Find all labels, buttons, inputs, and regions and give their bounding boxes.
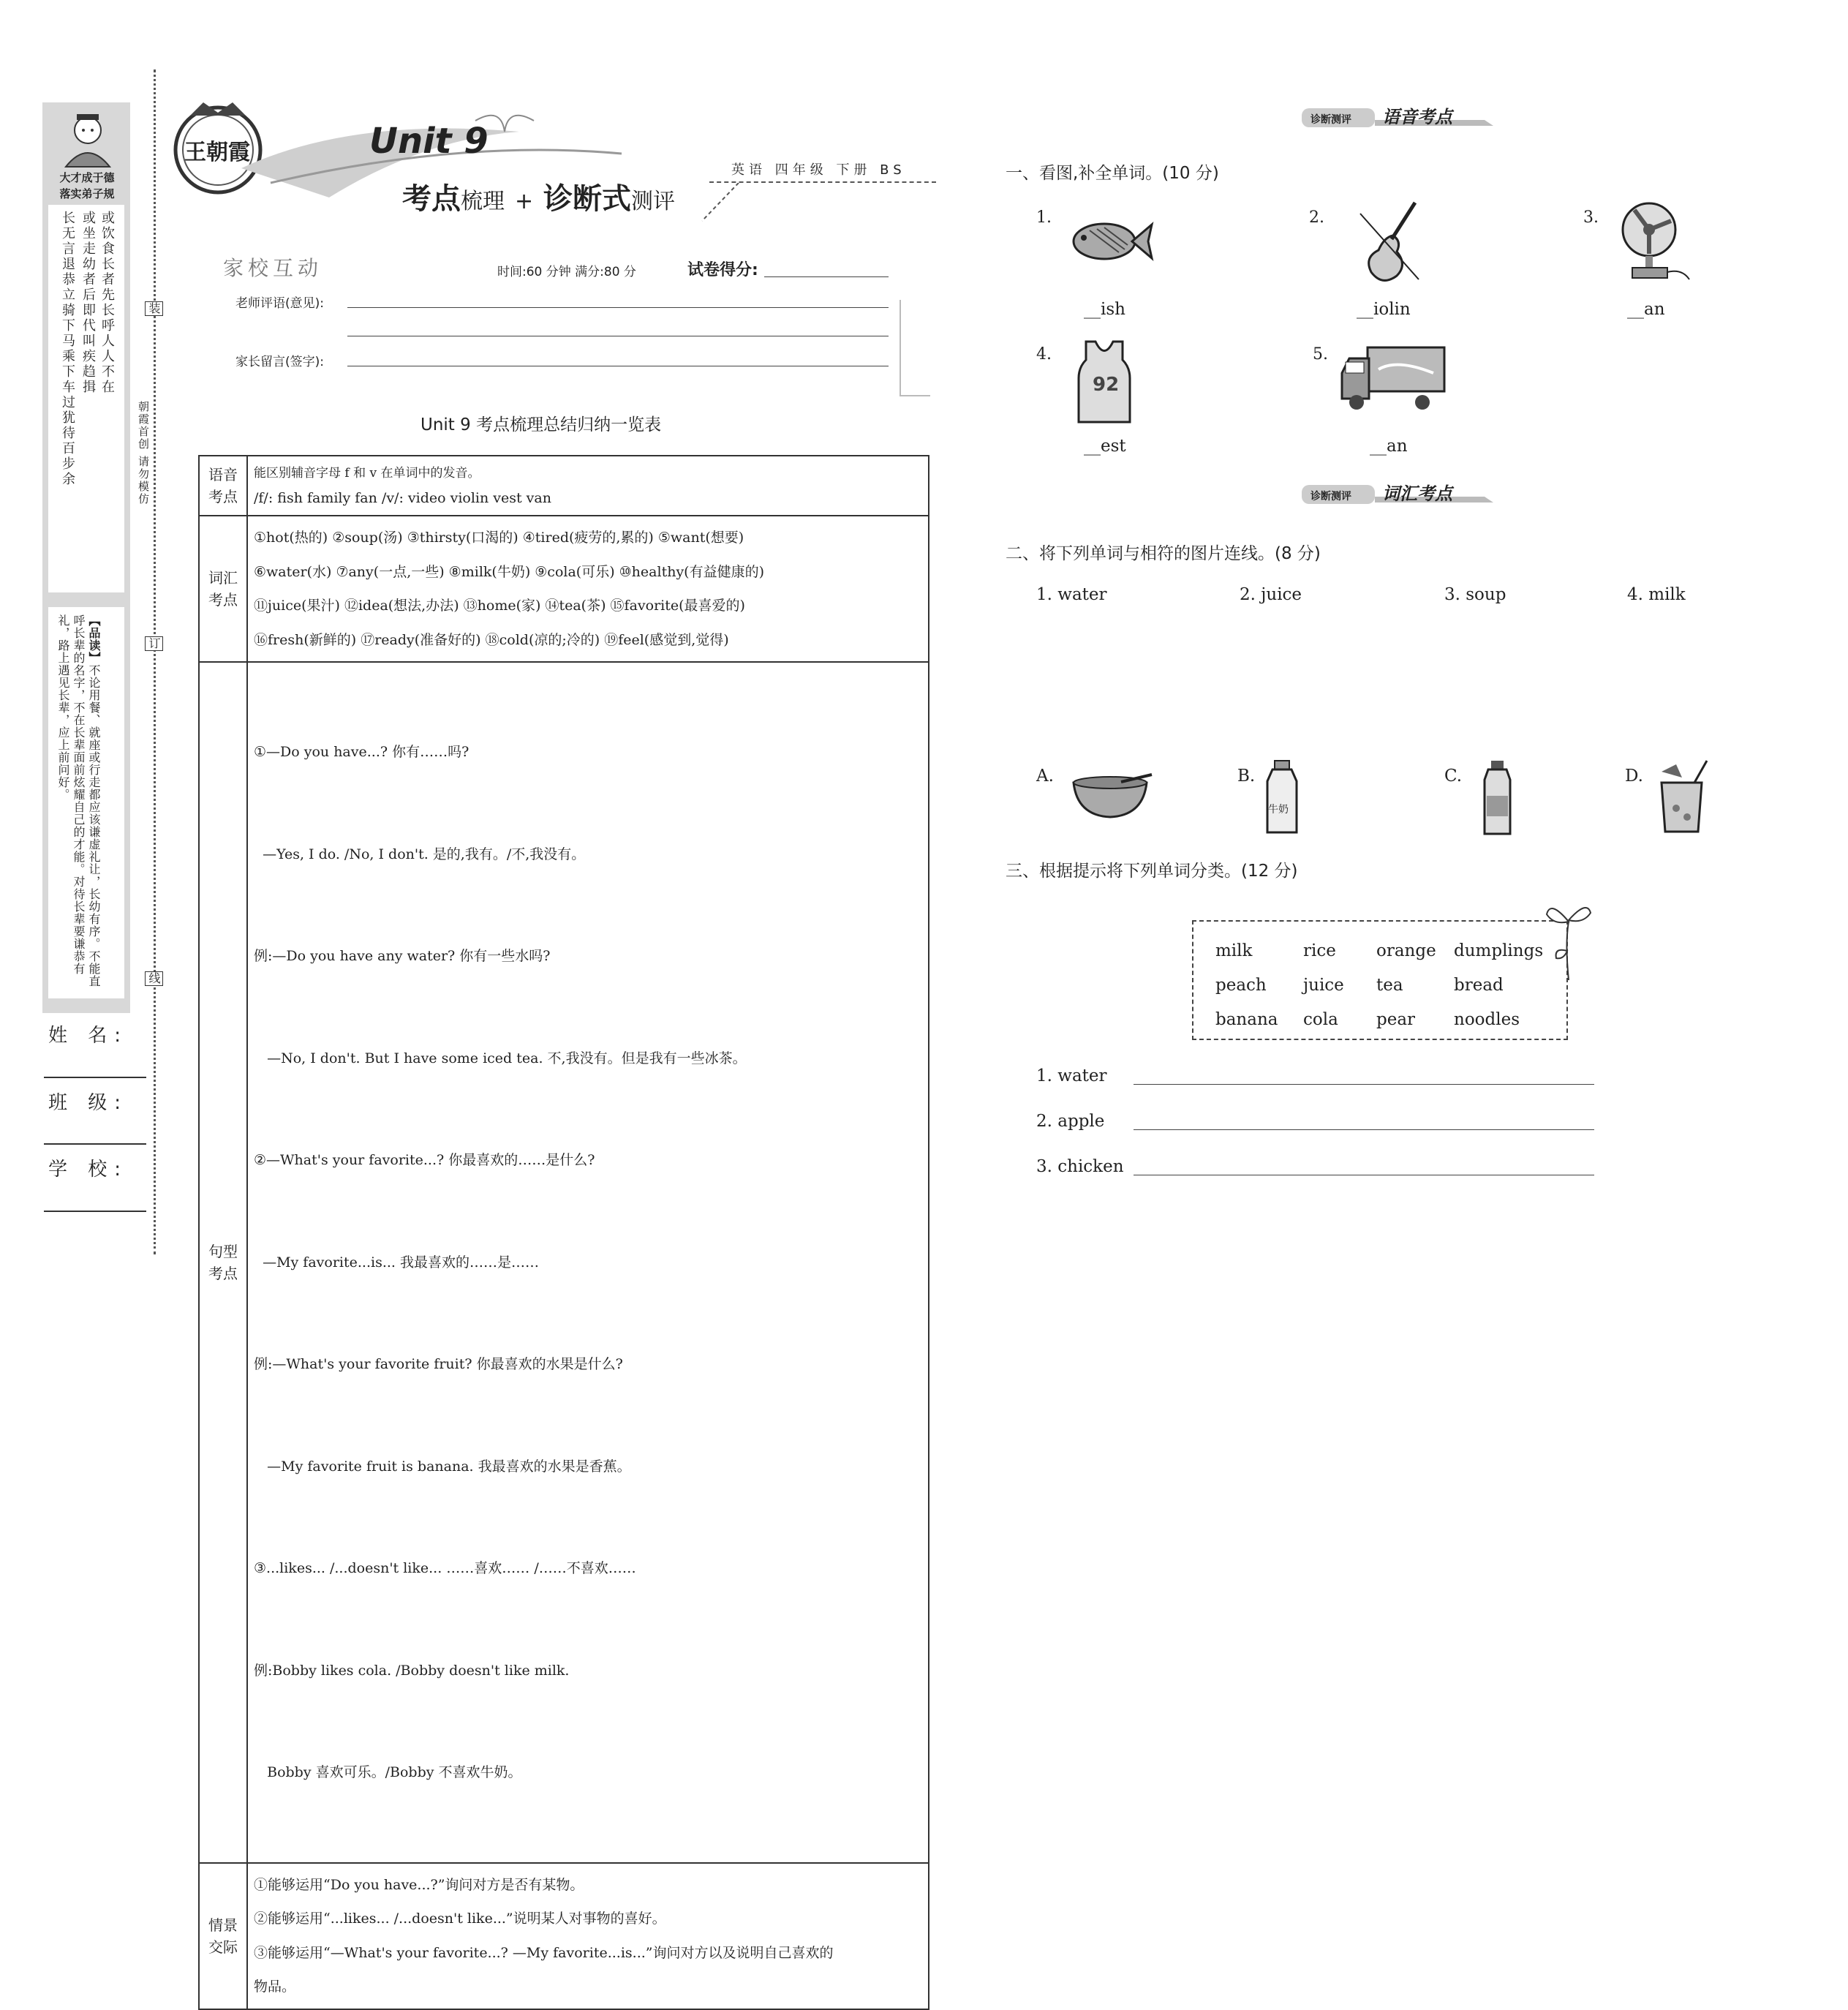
fold-mark-2: 订 [145, 636, 163, 651]
question-1-title: 一、看图,补全单词。(10 分) [1006, 164, 1219, 183]
word-bank-word: rice [1303, 941, 1336, 960]
q1-blank[interactable]: __est [1084, 437, 1126, 456]
q1-blank[interactable]: __an [1370, 437, 1408, 456]
vest-icon [1075, 338, 1134, 429]
class-field[interactable] [44, 1143, 146, 1145]
q2-word[interactable]: 4. milk [1627, 585, 1686, 604]
strip-motto [47, 170, 127, 202]
copyright-note: 朝霞首创 请勿模仿 [137, 401, 150, 505]
situational-line: 物品。 [254, 1979, 296, 1995]
question-2-title: 二、将下列单词与相符的图片连线。(8 分) [1006, 544, 1321, 563]
dizigui-block-mid: 或坐走幼者后即代叫疾趋揖 [80, 211, 96, 395]
q2-pic-label: D. [1625, 767, 1643, 786]
reading-label: 【品读】 [87, 614, 101, 664]
row-body-phonics [247, 456, 929, 516]
row-body-vocab [247, 516, 929, 662]
q1-number: 1. [1036, 208, 1052, 227]
school-field[interactable] [44, 1211, 146, 1212]
page-subtitle: 考点梳理 + 诊断式测评 [402, 182, 676, 216]
row-body-sentences [247, 662, 929, 1863]
table-row-phonics [199, 456, 929, 516]
tag-small-label: 诊断测评 [1310, 491, 1351, 502]
situational-line: ①能够运用“Do you have...?”询问对方是否有某物。 [254, 1876, 584, 1893]
tag-small-label: 诊断测评 [1310, 114, 1351, 126]
q2-word[interactable]: 1. water [1036, 585, 1107, 604]
word-bank-word: noodles [1454, 1010, 1520, 1029]
q3-prompt: 1. water [1036, 1066, 1107, 1085]
sentence-line: —Yes, I do. /No, I don't. 是的,我有。/不,我没有。 [254, 846, 586, 862]
name-field[interactable] [44, 1077, 146, 1078]
row-head-sentences: 句型 考点 [199, 662, 247, 1863]
leaf-decoration [1543, 900, 1594, 983]
q1-number: 4. [1036, 345, 1052, 364]
tag-title: 语音考点 [1382, 107, 1452, 127]
score-field[interactable] [764, 276, 889, 277]
sentence-line: Bobby 喜欢可乐。/Bobby 不喜欢牛奶。 [254, 1764, 522, 1780]
van-icon [1338, 344, 1448, 416]
class-label: 班 级: [48, 1092, 129, 1114]
strip-mascot [55, 110, 121, 168]
sentence-line: —My favorite...is... 我最喜欢的……是…… [254, 1254, 539, 1271]
summary-table-title: Unit 9 考点梳理总结归纳一览表 [420, 415, 662, 434]
table-row-vocab [199, 516, 929, 662]
milk-label: 牛奶 [1268, 804, 1289, 816]
sentence-line: ①—Do you have...? 你有……吗? [254, 744, 469, 760]
fold-dotted-line [154, 69, 156, 1254]
word-bank-word: milk [1215, 941, 1253, 960]
q2-pic-label: B. [1237, 767, 1256, 786]
q2-pic-label: C. [1444, 767, 1463, 786]
q3-answer-line[interactable] [1134, 1129, 1594, 1130]
q3-prompt: 3. chicken [1036, 1157, 1124, 1176]
row-head-situational: 情景 交际 [199, 1863, 247, 2009]
sentence-line: —My favorite fruit is banana. 我最喜欢的水果是香蕉。 [254, 1458, 631, 1475]
section-tag-phonics [1302, 102, 1499, 132]
table-row-sentences [199, 662, 929, 1863]
section-tag-vocab [1302, 479, 1499, 508]
motto-line-1: 大才成于德 [59, 171, 115, 184]
vocab-line: ①hot(热的) ②soup(汤) ③thirsty(口渴的) ④tired(疲劳的,累的) ⑤want(想要) [254, 530, 744, 546]
row-body-situational [247, 1863, 929, 2009]
teacher-comment-label: 老师评语(意见): [235, 296, 324, 311]
brand-logo-text: 王朝霞 [184, 140, 250, 165]
q1-blank[interactable]: __ish [1084, 300, 1125, 319]
dizigui-block-left: 长无言退恭立骑下马乘下车过犹待百步余 [60, 211, 75, 487]
tag-title: 词汇考点 [1382, 483, 1452, 504]
q3-prompt: 2. apple [1036, 1112, 1105, 1131]
word-bank-word: bread [1454, 976, 1504, 995]
row-head-phonics: 语音 考点 [199, 456, 247, 516]
word-bank-word: peach [1215, 976, 1267, 995]
q1-number: 2. [1309, 208, 1324, 227]
fold-mark-1: 装 [145, 301, 163, 316]
time-info: 时间:60 分钟 满分:80 分 [497, 265, 636, 279]
q1-blank[interactable]: __an [1627, 300, 1665, 319]
fish-icon [1068, 216, 1155, 270]
teacher-comment-field[interactable] [347, 307, 889, 308]
svg-text:92: 92 [1093, 374, 1120, 396]
phonics-desc: 能区别辅音字母 f 和 v 在单词中的发音。 [254, 466, 480, 481]
word-bank [1215, 934, 1543, 1037]
home-school-tag: 家校互动 [223, 256, 323, 280]
sentence-line: ②—What's your favorite...? 你最喜欢的……是什么? [254, 1152, 595, 1168]
q1-number: 3. [1583, 208, 1599, 227]
word-bank-word: juice [1303, 976, 1344, 995]
summary-table [198, 455, 929, 2010]
word-bank-word: tea [1376, 976, 1403, 995]
sentence-line: —No, I don't. But I have some iced tea. 不,我没有。但是我有一些冰茶。 [254, 1050, 747, 1066]
q2-pic-label: A. [1036, 767, 1054, 786]
juice-glass-icon[interactable] [1654, 757, 1713, 837]
milk-bottle-icon[interactable] [1264, 759, 1300, 839]
reading-body: 不论用餐、就座或行走都应该谦虚礼让，长幼有序。不能直呼长辈的名字，不在长辈面前炫耀自己的才能。对待长辈要谦恭有礼，路上遇见长辈，应上前问好。 [56, 614, 101, 987]
sentence-line: ③...likes... /...doesn't like... ……喜欢…… /……不喜欢…… [254, 1560, 636, 1576]
violin-icon [1357, 199, 1422, 290]
meta-dashed-line [709, 181, 936, 183]
meta-slant-line [698, 183, 742, 223]
situational-line: ②能够运用“...likes... /...doesn't like...”说明某人对事物的喜好。 [254, 1911, 666, 1927]
word-bank-word: banana [1215, 1010, 1278, 1029]
score-label: 试卷得分: [687, 261, 758, 279]
question-3-title: 三、根据提示将下列单词分类。(12 分) [1006, 862, 1298, 881]
fold-mark-3: 线 [145, 971, 163, 986]
q1-number: 5. [1313, 345, 1328, 364]
fan-icon [1616, 199, 1693, 286]
table-row-situational [199, 1863, 929, 2009]
water-bottle-icon[interactable] [1481, 759, 1514, 839]
frame-corner-decoration [900, 300, 930, 396]
vocab-line: ⑥water(水) ⑦any(一点,一些) ⑧milk(牛奶) ⑨cola(可乐) ⑩healthy(有益健康的) [254, 563, 765, 580]
q2-word[interactable]: 3. soup [1444, 585, 1506, 604]
q3-answer-line[interactable] [1134, 1084, 1594, 1085]
word-bank-word: dumplings [1454, 941, 1544, 960]
sentence-line: 例:—What's your favorite fruit? 你最喜欢的水果是什么? [254, 1356, 623, 1372]
soup-bowl-icon[interactable] [1070, 772, 1154, 822]
unit-title: Unit 9 [369, 121, 489, 162]
word-bank-row [1215, 1003, 1543, 1037]
q1-blank[interactable]: __iolin [1357, 300, 1411, 319]
word-bank-row [1215, 934, 1543, 968]
q2-word[interactable]: 2. juice [1240, 585, 1302, 604]
name-label: 姓 名: [48, 1025, 129, 1047]
vocab-line: ⑯fresh(新鲜的) ⑰ready(准备好的) ⑱cold(凉的;冷的) ⑲feel(感觉到,觉得) [254, 631, 729, 648]
dizigui-block-right: 或饮食长者先长呼人人不在 [99, 211, 115, 395]
word-bank-word: cola [1303, 1010, 1338, 1029]
parent-message-label: 家长留言(签字): [235, 355, 324, 369]
sentence-line: 例:Bobby likes cola. /Bobby doesn't like milk. [254, 1662, 570, 1679]
phonics-words: /f/: fish family fan /v/: video violin vest van [254, 490, 551, 506]
word-bank-word: pear [1376, 1010, 1416, 1029]
school-label: 学 校: [48, 1159, 129, 1181]
vocab-line: ⑪juice(果汁) ⑫idea(想法,办法) ⑬home(家) ⑭tea(茶) ⑮favorite(最喜爱的) [254, 598, 745, 614]
sentence-line: 例:—Do you have any water? 你有一些水吗? [254, 948, 551, 964]
row-head-vocab: 词汇 考点 [199, 516, 247, 662]
course-meta: 英语 四年级 下册 BS [731, 162, 906, 178]
situational-line: ③能够运用“—What's your favorite...? —My favorite...is...”询问对方以及说明自己喜欢的 [254, 1944, 834, 1961]
reading-text [56, 614, 102, 995]
motto-line-2: 落实弟子规 [59, 187, 115, 200]
word-bank-word: orange [1376, 941, 1436, 960]
word-bank-row [1215, 968, 1543, 1003]
